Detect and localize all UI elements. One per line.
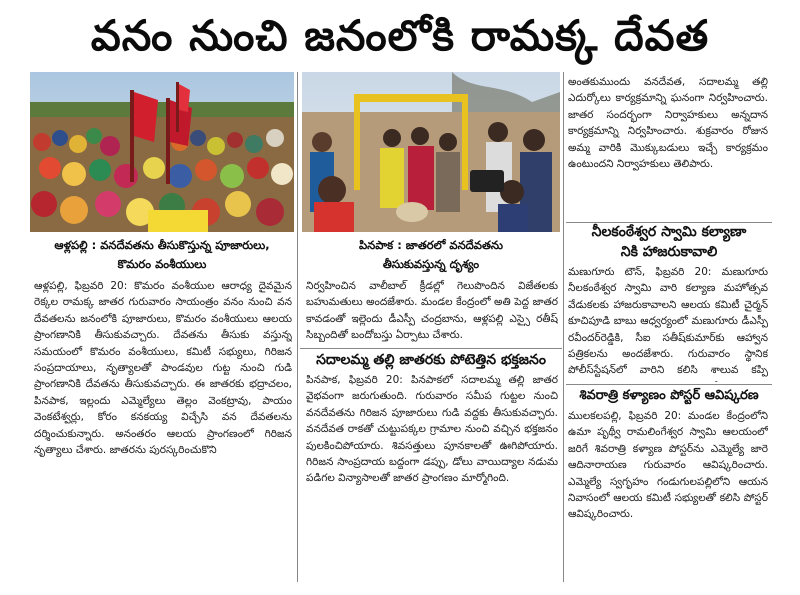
article4-title: శివరాత్రి కళ్యాణం పోస్టర్ ఆవిష్కరణ (579, 388, 759, 403)
article2-body-col (306, 372, 558, 580)
procession-image (302, 72, 560, 232)
right-photo (302, 72, 560, 232)
article1-body-part2: నిర్వహించిన వాలీబాల్ క్రీడల్లో గెలుపొందిన విజేతలకు బహుమతులు అందజేశారు. మండల కేంద్రంలో అతి పెద్ద జాతర కావడంతో ఇల్లెందు డీఎస్పీ చంద్రబాను, ఆళ్లపల్లి ఎస్సై రతీష్ సిబ్బందితో బందోబస్తు ఏర్పాటు చేశారు. (306, 280, 558, 342)
left-caption-line2: కొమరం వంశీయులు (117, 257, 207, 271)
article4-body-col (568, 408, 768, 580)
article3-title (566, 222, 772, 262)
article3-title-line1: నీలకంఠేశ్వర స్వామి కల్యాణా (591, 224, 747, 240)
article2-title: సదాలమ్మ తల్లి జాతరకు పోటెత్తిన భక్తజనం (316, 352, 546, 368)
article3-title-line2: నికి హాజరుకావాలి (620, 244, 718, 260)
article3-body: మణుగూరు టౌన్, ఫిబ్రవరి 20: మణుగూరు నీలకంఠేశ్వర స్వామి వారి కల్యాణ మహోత్సవ వేడుకలకు హాజరుకావాలని ఆలయ కమిటీ చైర్మన్ కూచిపూడి బాబు ఆధ్వర్యంలో మణుగూరు డీఎస్పీ రవీందర్‌రెడ్డికి, సీఐ సతీష్‌కుమార్‌కు ఆహ్వాన పత్రికలను అందజేశారు. గురువారం స్థానిక పోలీస్‌స్టేషన్‌లో వారిని కలిసి శాలువ కప్పి (568, 266, 768, 377)
article-separator (566, 384, 772, 385)
column-divider (297, 72, 298, 582)
right-caption-line1: పినపాక : జాతరలో వనదేవతను (359, 238, 503, 252)
article2-continuation-col (568, 74, 768, 224)
bottom-cutoff-strip (28, 582, 768, 595)
article4-body: ములకలపల్లి, ఫిబ్రవరి 20: మండల కేంద్రంలోని ఉమా పృథ్వీ రామలింగేశ్వర స్వామి ఆలయంలో జరిగే శివరాత్రి కళ్యాణ పోస్టర్‌ను ఎమ్మెల్యే జారె ఆదినారాయణ గురువారం ఆవిష్కరించారు. ఎమ్మెల్యే స్వగృహం గండుగులపల్లిలోని ఆయన నివాసంలో ఆలయ కమిటీ సభ్యులతో కలిసి పోస్టర్ ఆవిష్కరించారు. (568, 410, 768, 521)
article2-continuation: అంతకుముందు వనదేవత, సదాలమ్మ తల్లి ఎదుర్కోలు కార్యక్రమాన్ని ఘనంగా నిర్వహించారు. జాతర సందర్భంగా నిర్వాహకులు అన్నదాన కార్యక్రమాన్ని నిర్వహించారు. శుక్రవారం రోజున అమ్మ వారికి మొక్కుబడులు ఇచ్చే కార్యక్రమం ఉంటుందని నిర్వాహకులు తెలిపారు. (568, 76, 768, 171)
left-photo (30, 72, 294, 232)
column-divider (563, 72, 564, 582)
left-caption-line1: ఆళ్లపల్లి : వనదేవతను తీసుకొస్తున్న పూజారులు, (54, 238, 270, 252)
article1-col1 (34, 278, 292, 580)
article1-body-part1: ఆళ్లపల్లి, ఫిబ్రవరి 20: కొమరం వంశీయుల ఆరాధ్య దైవమైన రెక్కల రామక్క జాతర గురువారం సాయంత్రం వనం నుంచి వన దేవతలను జనంలోకి పూజారులు, కొమరం వంశీయులు ఆలయ ప్రాంగణానికి తీసుకువచ్చారు. దేవతను తీసుకు వస్తున్న సమయంలో కొమరం వంశీయులు, కమిటీ సభ్యులు, గిరిజన సంప్రదాయాలు, నృత్యాలతో పాండవుల గుట్ట నుంచి గుడి ప్రాంగణానికి దేవతను తీసుకువచ్చారు. ఈ జాతరకు భద్రాచలం, పినపాక, ఇల్లందు ఎమ్మెల్యేలు తెల్లం వెంకట్రావు, పాయం వెంకటేశ్వర్లు, కోరం కనకయ్య విచ్చేసి వన దేవతలను దర్శించుకున్నారు. అనంతరం ఆలయ ప్రాంగణంలో గిరిజన నృత్యాలు చేశారు. జాతరను పురస్కరించుకొని (34, 280, 292, 457)
festival-crowd-image (30, 72, 294, 232)
article2-body: పినపాక, ఫిబ్రవరి 20: పినపాకలో సదాలమ్మ తల్లి జాతర వైభవంగా జరుగుతుంది. గురువారం సమీప గుట్టల నుంచి వనదేవతను గిరిజన పూజారులు గుడి వద్దకు తీసుకువచ్చారు. వనదేవత రాకతో చుట్టుపక్కల గ్రామాల నుంచి వచ్చిన భక్తజనం పులకించిపోయారు. శివసత్తులు పూనకాలతో ఊగిపోయారు. గిరిజన సాంప్రదాయ బద్దంగా డప్పు, డోలు వాయిద్యాల నడుమ పడిగల విన్యాసాలతో జాతర ప్రాంగణం మార్మోగింది. (306, 374, 558, 485)
article-separator (300, 348, 562, 349)
left-photo-caption (30, 236, 294, 274)
article3-body-col (568, 264, 768, 382)
headline: వనం నుంచి జనంలోకి రామక్క దేవత (90, 11, 710, 60)
article1-col2 (306, 278, 558, 346)
right-photo-caption (302, 236, 560, 274)
right-caption-line2: తీసుకువస్తున్న దృశ్యం (382, 257, 480, 271)
